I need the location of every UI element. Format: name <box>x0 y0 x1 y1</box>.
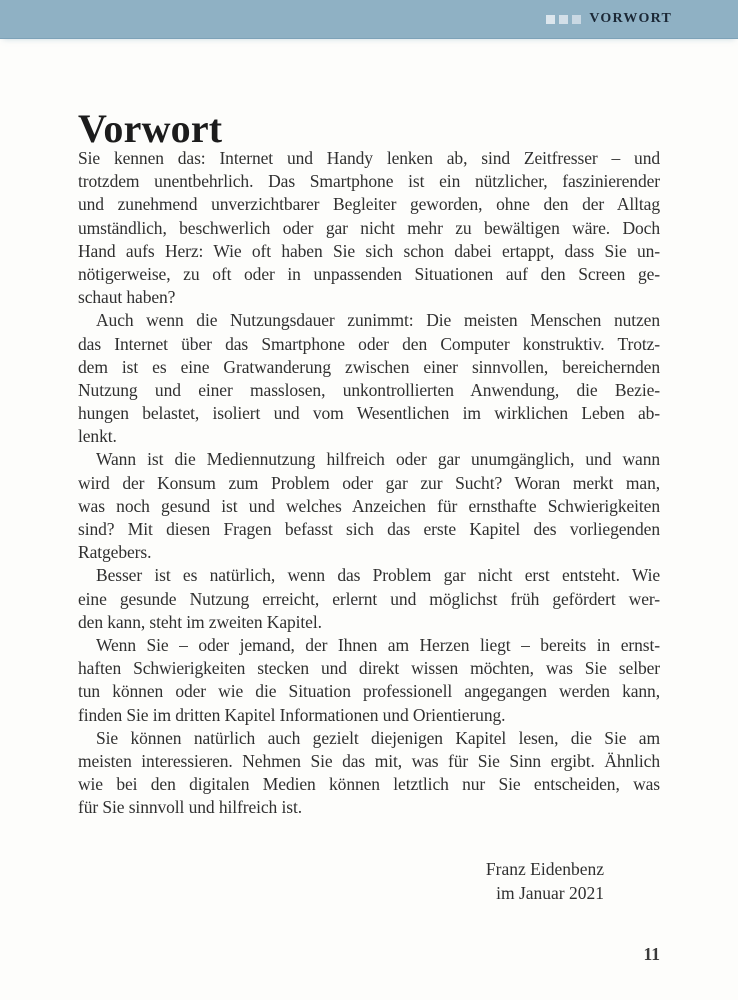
text-line: schaut haben? <box>78 287 176 308</box>
text-line: Nutzung und einer masslosen, unkontrollierten Anwendung, die Bezie- <box>78 379 660 400</box>
signature-date: im Januar 2021 <box>496 883 604 903</box>
text-line: das Internet über das Smartphone oder den Computer konstruktiv. Trotz- <box>78 333 660 354</box>
text-line: eine gesunde Nutzung erreicht, erlernt und möglichst früh gefördert wer- <box>78 588 660 609</box>
square-bullet-icon <box>559 15 568 24</box>
running-head: VORWORT <box>589 11 672 26</box>
text-line: finden Sie im dritten Kapitel Informationen und Orientierung. <box>78 704 506 725</box>
text-line: wird der Konsum zum Problem oder gar zur Sucht? Woran merkt man, <box>78 472 660 493</box>
text-line: trotzdem unentbehrlich. Das Smartphone ist ein nützlicher, faszinierender <box>78 171 660 192</box>
text-line: meisten interessieren. Nehmen Sie das mit, was für Sie Sinn ergibt. Ähnlich <box>78 750 660 771</box>
text-line: sind? Mit diesen Fragen befasst sich das erste Kapitel des vorliegenden <box>78 519 660 539</box>
text-line: für Sie sinnvoll und hilfreich ist. <box>78 797 302 818</box>
text-line: umständlich, beschwerlich oder gar nicht mehr zu bewältigen wäre. Doch <box>78 217 660 238</box>
body-text <box>78 147 660 819</box>
text-line: dem ist es eine Gratwanderung zwischen einer sinnvollen, bereichernden <box>78 356 660 377</box>
text-line: Sie kennen das: Internet und Handy lenken ab, sind Zeitfresser – und <box>78 148 660 168</box>
text-line: den kann, steht im zweiten Kapitel. <box>78 611 322 632</box>
text-line: Ratgebers. <box>78 542 152 563</box>
text-line: nötigerweise, zu oft oder in unpassenden Situationen auf den Screen ge- <box>78 263 660 284</box>
text-line: lenkt. <box>78 426 117 447</box>
square-bullet-icon <box>572 15 581 24</box>
chapter-header-bar <box>0 0 738 38</box>
text-line: haften Schwierigkeiten stecken und direkt wissen möchten, was Sie selber <box>78 658 660 679</box>
text-line: was noch gesund ist und welches Anzeichen für ernsthafte Schwierigkeiten <box>78 495 660 516</box>
text-line: hungen belastet, isoliert und vom Wesentlichen im wirklichen Leben ab- <box>78 403 660 424</box>
text-line: wie bei den digitalen Medien können letztlich nur Sie entscheiden, was <box>78 774 660 795</box>
text-line: Sie können natürlich auch gezielt diejenigen Kapitel lesen, die Sie am <box>96 727 660 748</box>
signature <box>486 857 604 905</box>
text-line: Auch wenn die Nutzungsdauer zunimmt: Die meisten Menschen nutzen <box>96 310 660 331</box>
page-title: Vorwort <box>78 105 223 151</box>
signature-name: Franz Eidenbenz <box>485 859 604 879</box>
text-line: Wann ist die Mediennutzung hilfreich oder gar unumgänglich, und wann <box>96 449 660 470</box>
text-line: und zunehmend unverzichtbarer Begleiter geworden, ohne den der Alltag <box>78 194 660 215</box>
header-squares <box>546 15 581 24</box>
text-line: Wenn Sie – oder jemand, der Ihnen am Herzen liegt – bereits in ernst- <box>96 634 660 655</box>
square-bullet-icon <box>546 15 555 24</box>
page-number: 11 <box>643 944 660 964</box>
text-line: tun können oder wie die Situation professionell angegangen werden kann, <box>78 681 660 702</box>
text-line: Hand aufs Herz: Wie oft haben Sie sich schon dabei ertappt, dass Sie un- <box>78 240 660 261</box>
text-line: Besser ist es natürlich, wenn das Problem gar nicht erst entsteht. Wie <box>96 565 660 586</box>
